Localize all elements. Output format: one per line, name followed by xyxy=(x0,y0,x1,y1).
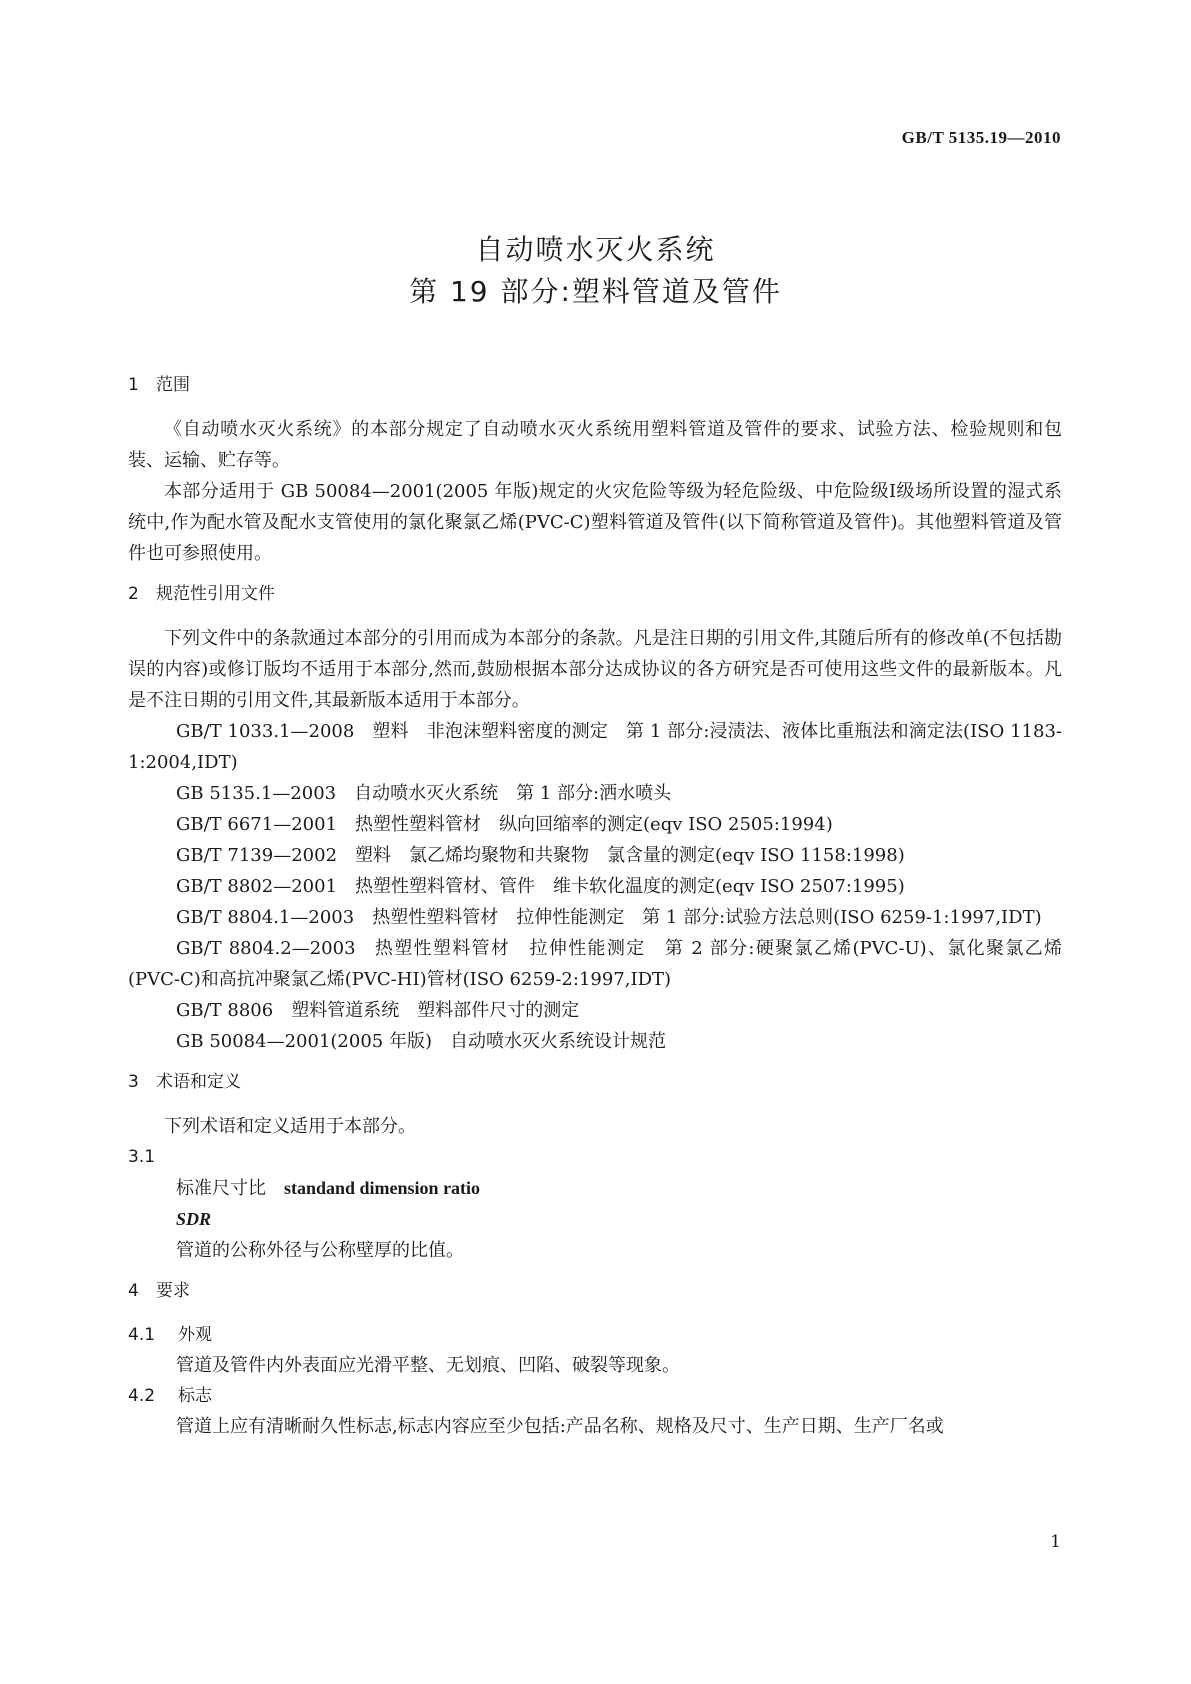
section-title: 要求 xyxy=(156,1281,190,1301)
reference-title: 热塑性塑料管材、管件 维卡软化温度的测定(eqv ISO 2507:1995) xyxy=(355,876,905,897)
term-definition: 管道的公称外径与公称壁厚的比值。 xyxy=(176,1240,464,1261)
section-number: 2 xyxy=(128,584,139,604)
term-english: standand dimension ratio xyxy=(284,1178,481,1198)
reference-code: GB/T 8806 xyxy=(176,1000,274,1021)
term-abbreviation: SDR xyxy=(176,1209,212,1229)
reference-title: 自动喷水灭火系统设计规范 xyxy=(449,1031,666,1052)
reference-title: 热塑性塑料管材 拉伸性能测定 第 1 部分:试验方法总则(ISO 6259-1:1997,IDT) xyxy=(372,907,1042,928)
standard-number: GB/T 5135.19—2010 xyxy=(901,128,1061,147)
reference-title: 塑料 氯乙烯均聚物和共聚物 氯含量的测定(eqv ISO 1158:1998) xyxy=(355,845,905,866)
reference-item xyxy=(128,809,1062,840)
reference-item xyxy=(128,1026,1062,1057)
reference-title: 塑料管道系统 塑料部件尺寸的测定 xyxy=(291,1000,580,1021)
reference-code: GB 5135.1—2003 xyxy=(176,783,337,804)
subsection-heading-appearance xyxy=(128,1320,1062,1350)
section-title: 术语和定义 xyxy=(156,1072,241,1092)
subsection-number: 4.2 xyxy=(128,1386,156,1406)
page-number: 1 xyxy=(1050,1532,1061,1552)
section-heading-requirements xyxy=(128,1276,1062,1306)
document-title-line1: 自动喷水灭火系统 xyxy=(475,233,716,266)
reference-item xyxy=(128,778,1062,809)
reference-code: GB/T 1033.1—2008 xyxy=(176,721,355,742)
reference-code: GB/T 8802—2001 xyxy=(176,876,338,897)
marking-text: 管道上应有清晰耐久性标志,标志内容应至少包括:产品名称、规格及尺寸、生产日期、生产厂名或 xyxy=(176,1416,944,1437)
reference-item xyxy=(128,933,1062,995)
term-abbreviation-row xyxy=(128,1204,1062,1235)
reference-item xyxy=(128,716,1062,778)
references-intro: 下列文件中的条款通过本部分的引用而成为本部分的条款。凡是注日期的引用文件,其随后所有的修改单(不包括勘误的内容)或修订版均不适用于本部分,然而,鼓励根据本部分达成协议的各方研究是否可使用这些文件的最新版本。凡是不注日期的引用文件,其最新版本适用于本部分。 xyxy=(128,628,1062,711)
reference-item xyxy=(128,840,1062,871)
reference-title: 自动喷水灭火系统 第 1 部分:洒水喷头 xyxy=(354,783,672,804)
appearance-text: 管道及管件内外表面应光滑平整、无划痕、凹陷、破裂等现象。 xyxy=(176,1355,680,1376)
section-title: 规范性引用文件 xyxy=(156,584,275,604)
subsection-number: 4.1 xyxy=(128,1325,156,1345)
scope-paragraph-1: 《自动喷水灭火系统》的本部分规定了自动喷水灭火系统用塑料管道及管件的要求、试验方法、检验规则和包装、运输、贮存等。 xyxy=(128,419,1062,471)
document-body xyxy=(128,370,1062,1442)
section-number: 4 xyxy=(128,1281,139,1301)
reference-title: 热塑性塑料管材 拉伸性能测定 第 2 部分:硬聚氯乙烯(PVC-U)、氯化聚氯乙烯(PVC-C)和高抗冲聚氯乙烯(PVC-HI)管材(ISO 6259-2:1997,IDT) xyxy=(128,938,1062,990)
subsection-heading-marking xyxy=(128,1381,1062,1411)
reference-item xyxy=(128,871,1062,902)
section-heading-scope xyxy=(128,370,1062,400)
reference-code: GB/T 8804.2—2003 xyxy=(176,938,356,959)
reference-title: 塑料 非泡沫塑料密度的测定 第 1 部分:浸渍法、液体比重瓶法和滴定法(ISO 1183-1:2004,IDT) xyxy=(128,721,1062,773)
section-number: 3 xyxy=(128,1072,139,1092)
scope-paragraph-2: 本部分适用于 GB 50084—2001(2005 年版)规定的火灾危险等级为轻危险级、中危险级Ⅰ级场所设置的湿式系统中,作为配水管及配水支管使用的氯化聚氯乙烯(PVC-C)塑料管道及管件(以下简称管道及管件)。其他塑料管道及管件也可参照使用。 xyxy=(128,481,1062,564)
reference-code: GB 50084—2001(2005 年版) xyxy=(176,1031,432,1052)
subsection-title: 标志 xyxy=(178,1386,212,1406)
section-heading-terms xyxy=(128,1067,1062,1097)
section-title: 范围 xyxy=(156,375,190,395)
reference-item xyxy=(128,995,1062,1026)
document-title-line2: 第 19 部分:塑料管道及管件 xyxy=(409,275,782,308)
section-heading-normative-references xyxy=(128,579,1062,609)
term-chinese: 标准尺寸比 xyxy=(176,1178,266,1199)
reference-code: GB/T 7139—2002 xyxy=(176,845,338,866)
reference-code: GB/T 8804.1—2003 xyxy=(176,907,355,928)
term-number: 3.1 xyxy=(128,1147,156,1167)
reference-title: 热塑性塑料管材 纵向回缩率的测定(eqv ISO 2505:1994) xyxy=(355,814,833,835)
section-number: 1 xyxy=(128,375,139,395)
terms-intro: 下列术语和定义适用于本部分。 xyxy=(164,1116,416,1137)
reference-item xyxy=(128,902,1062,933)
term-entry xyxy=(128,1173,1062,1204)
reference-code: GB/T 6671—2001 xyxy=(176,814,338,835)
subsection-title: 外观 xyxy=(178,1325,212,1345)
